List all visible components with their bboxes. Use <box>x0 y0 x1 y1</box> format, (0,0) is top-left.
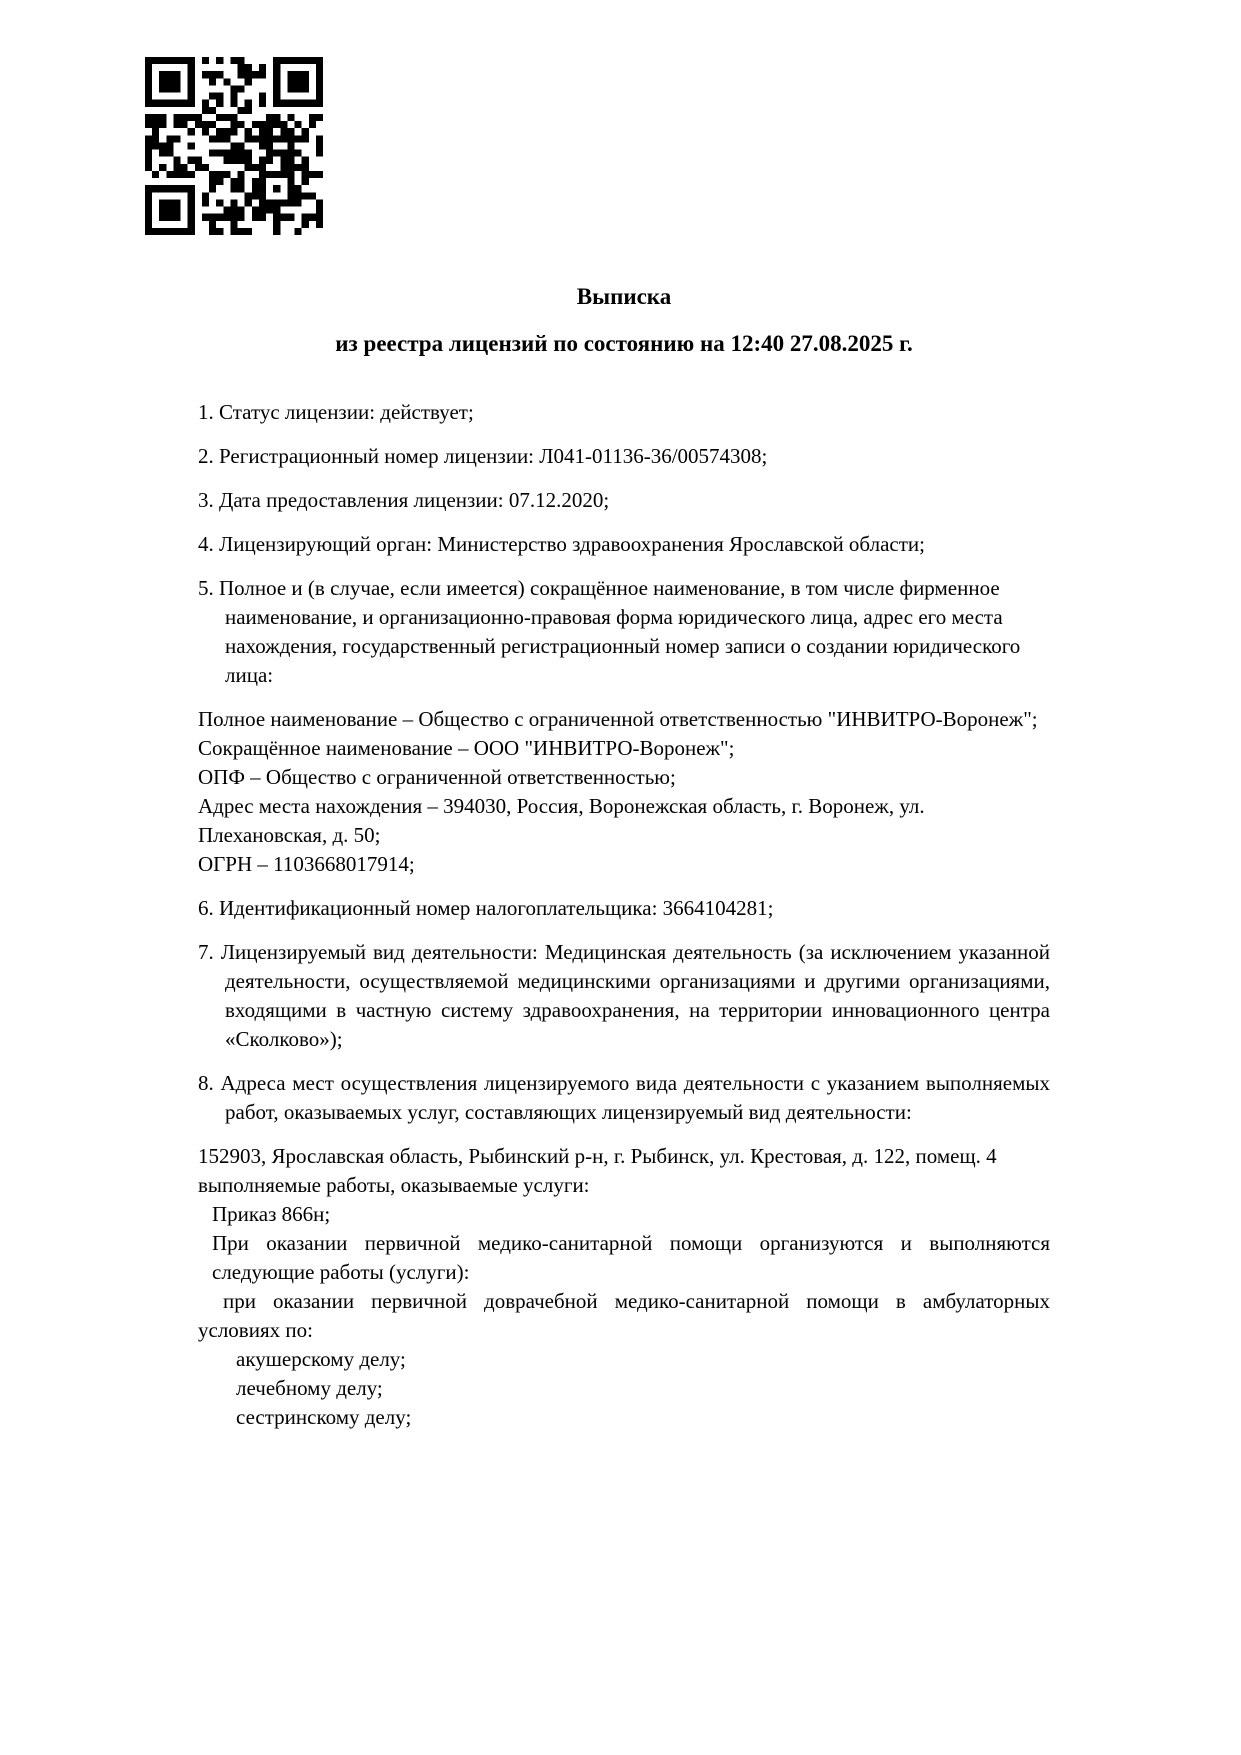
service-general-medicine: лечебному делу; <box>236 1376 383 1400</box>
service-order: Приказ 866н; <box>212 1202 331 1226</box>
org-names-heading: 5. Полное и (в случае, если имеется) сокращённое наименование, в том числе фирменное наименование, и организационно-правовая форма юридического лица, адрес его места нахождения, государственный регистрационный номер записи о создании юридического лица: <box>198 576 1021 687</box>
service-primary-care-intro: При оказании первичной медико-санитарной помощи организуются и выполняются следующие работы (услуги): <box>212 1231 1050 1284</box>
org-short-name: Сокращённое наименование – ООО "ИНВИТРО-Воронеж"; <box>198 736 735 760</box>
qr-code-graphic <box>145 57 323 235</box>
activity-addresses-heading: 8. Адреса мест осуществления лицензируемого вида деятельности с указанием выполняемых работ, оказываемых услуг, составляющих лицензируемый вид деятельности: <box>198 1071 1050 1124</box>
site-address-block <box>198 1142 1050 1200</box>
qr-code <box>145 57 323 235</box>
org-full-name: Полное наименование – Общество с ограниченной ответственностью "ИНВИТРО-Воронеж"; <box>198 707 1038 731</box>
site-works-intro: выполняемые работы, оказываемые услуги: <box>198 1173 590 1197</box>
document-content <box>198 282 1050 1432</box>
document-title: Выписка <box>576 284 672 309</box>
service-nursing: сестринскому делу; <box>236 1405 412 1429</box>
licensed-activity-type: 7. Лицензируемый вид деятельности: Медицинская деятельность (за исключением указанной деятельности, осуществляемой медицинскими организациями и другими организациями, входящими в частную систему здравоохранения, на территории инновационного центра «Сколково»); <box>198 940 1050 1051</box>
licensing-authority: 4. Лицензирующий орган: Министерство здравоохранения Ярославской области; <box>198 532 925 556</box>
organization-details <box>198 705 1050 879</box>
service-obstetrics: акушерскому делу; <box>236 1347 406 1371</box>
site-address: 152903, Ярославская область, Рыбинский р-н, г. Рыбинск, ул. Крестовая, д. 122, помещ. 4 <box>198 1144 997 1168</box>
services-list <box>198 1200 1050 1432</box>
service-prehospital-intro: при оказании первичной доврачебной медико-санитарной помощи в амбулаторных условиях по: <box>198 1289 1050 1342</box>
license-registration-number: 2. Регистрационный номер лицензии: Л041-01136-36/00574308; <box>198 444 768 468</box>
document-subtitle: из реестра лицензий по состоянию на 12:40 27.08.2025 г. <box>335 331 913 356</box>
org-legal-form: ОПФ – Общество с ограниченной ответственностью; <box>198 765 676 789</box>
license-status: 1. Статус лицензии: действует; <box>198 400 474 424</box>
org-ogrn: ОГРН – 1103668017914; <box>198 852 415 876</box>
taxpayer-id: 6. Идентификационный номер налогоплательщика: 3664104281; <box>198 896 774 920</box>
license-grant-date: 3. Дата предоставления лицензии: 07.12.2020; <box>198 488 610 512</box>
org-address: Адрес места нахождения – 394030, Россия, Воронежская область, г. Воронеж, ул. Плехановская, д. 50; <box>198 794 925 847</box>
